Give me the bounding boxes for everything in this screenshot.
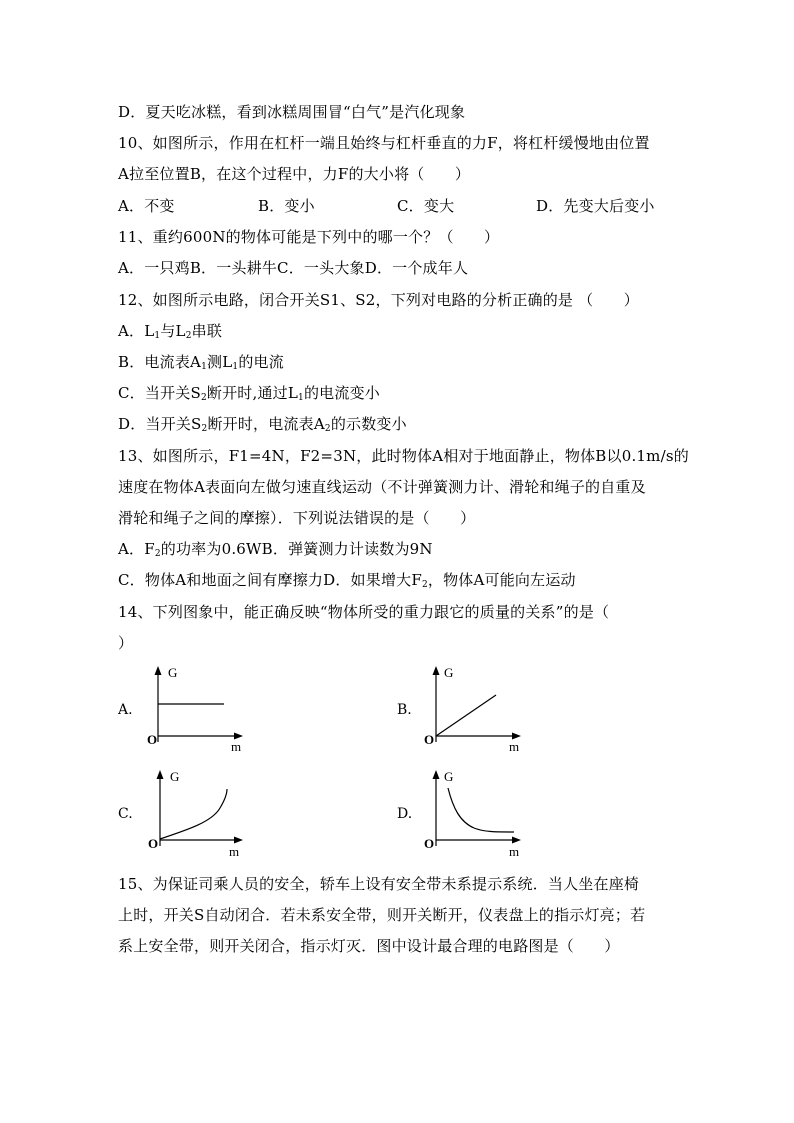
- graph-b-letter: B.: [397, 702, 412, 718]
- graph-b-line: [436, 695, 496, 736]
- graph-d-y-label: G: [444, 769, 454, 784]
- line-q13-stem-1: 13、如图所示，F1=4N，F2=3N，此时物体A相对于地面静止，物体B以0.1m/s的: [118, 447, 689, 465]
- line-q13-stem-2: 速度在物体A表面向左做匀速直线运动（不计弹簧测力计、滑轮和绳子的自重及: [118, 478, 646, 496]
- q10-option-d: D．先变大后变小: [536, 197, 655, 215]
- line-q13-stem-3: 滑轮和绳子之间的摩擦）．下列说法错误的是（ ）: [118, 509, 476, 527]
- line-q15-stem-1: 15、为保证司乘人员的安全，轿车上设有安全带未系提示系统．当人坐在座椅: [118, 875, 640, 893]
- line-q14-stem-2: ）: [118, 634, 134, 652]
- line-q14-stem-1: 14、下列图象中，能正确反映“物体所受的重力跟它的质量的关系”的是（: [118, 603, 610, 621]
- graph-a-letter: A.: [118, 702, 133, 718]
- graph-b: [420, 660, 540, 755]
- graph-d: [420, 764, 540, 859]
- q10-option-a: A．不变: [118, 197, 175, 215]
- q13-options-ab: A．$F_2$的功率为0.6WB．弹簧测力计读数为9N: [118, 540, 433, 559]
- graph-c: [142, 764, 262, 859]
- line-q10-stem-1: 10、如图所示，作用在杠杆一端且始终与杠杆垂直的力F，将杠杆缓慢地由位置: [118, 134, 650, 152]
- graph-d-x-label: m: [509, 844, 520, 859]
- line-q11-options: A．一只鸡B．一头耕牛C．一头大象D．一个成年人: [118, 259, 469, 277]
- line-q11-stem: 11、重约600N的物体可能是下列中的哪一个？（ ）: [118, 228, 500, 246]
- graph-d-origin-label: O: [424, 836, 435, 851]
- graph-a-origin-label: O: [147, 732, 158, 747]
- graph-a-y-arrow: [155, 666, 162, 675]
- graph-d-x-arrow: [512, 837, 521, 844]
- graph-c-y-arrow: [157, 770, 164, 779]
- graph-d-y-arrow: [433, 770, 440, 779]
- graph-b-x-label: m: [509, 739, 520, 754]
- graph-c-x-arrow: [234, 837, 243, 844]
- q10-option-c: C．变大: [397, 197, 455, 215]
- q13-options-cd: C．物体A和地面之间有摩擦力D．如果增大$F_2$，物体A可能向左运动: [118, 571, 576, 590]
- q12-option-c: C．当开关$S_2$断开时,通过$L_1$的电流变小: [118, 384, 380, 403]
- graph-c-letter: C.: [118, 806, 133, 822]
- q12-option-b: B．电流表$A_1$测$L_1$的电流: [118, 353, 284, 372]
- line-q12-stem: 12、如图所示电路，闭合开关S1、S2，下列对电路的分析正确的是 （ ）: [118, 291, 639, 309]
- graph-c-origin-label: O: [148, 836, 159, 851]
- graph-c-x-label: m: [229, 844, 240, 859]
- graph-b-y-label: G: [444, 665, 454, 680]
- graph-a: [142, 660, 262, 755]
- graph-d-letter: D.: [397, 806, 413, 822]
- q10-option-b: B．变小: [258, 197, 315, 215]
- graph-d-curve: [448, 788, 514, 832]
- graph-a-x-label: m: [231, 739, 242, 754]
- graph-b-y-arrow: [433, 666, 440, 675]
- graph-c-y-label: G: [170, 769, 180, 784]
- line-q10-stem-2: A拉至位置B，在这个过程中，力F的大小将（ ）: [118, 165, 471, 183]
- graph-a-y-label: G: [168, 665, 178, 680]
- graph-b-origin-label: O: [424, 732, 435, 747]
- line-q15-stem-3: 系上安全带，则开关闭合，指示灯灭．图中设计最合理的电路图是（ ）: [118, 937, 620, 955]
- graph-c-curve: [160, 789, 227, 839]
- line-q9-option-d: D．夏天吃冰糕，看到冰糕周围冒“白气”是汽化现象: [118, 103, 466, 121]
- q12-option-d: D．当开关$S_2$断开时，电流表$A_2$的示数变小: [118, 415, 407, 434]
- q12-option-a: A．$L_1$与$L_2$串联: [118, 322, 223, 341]
- line-q15-stem-2: 上时，开关S自动闭合．若未系安全带，则开关断开，仪表盘上的指示灯亮；若: [118, 906, 646, 924]
